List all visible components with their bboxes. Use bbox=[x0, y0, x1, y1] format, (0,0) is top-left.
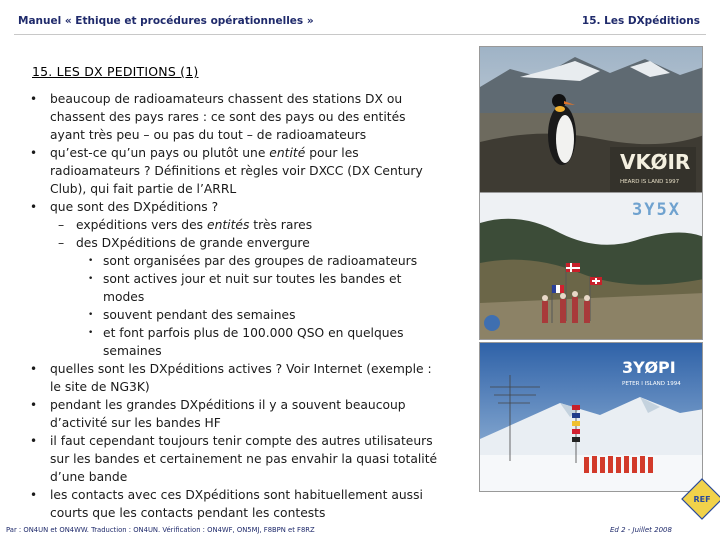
qsl-card-vk0ir bbox=[479, 46, 703, 194]
list-item bbox=[30, 486, 440, 522]
qsl-card-3y5x bbox=[479, 192, 703, 340]
list-item-text: pendant les grandes DXpéditions il y a souvent beaucoup d’activité sur les bandes HF bbox=[50, 398, 406, 430]
ref-logo-badge bbox=[681, 478, 720, 520]
antarctic-photo bbox=[480, 343, 703, 492]
qsl-callsign-vk0ir: VKØIR bbox=[620, 150, 691, 174]
list-item-text: qu’est-ce qu’un pays ou plutôt une bbox=[50, 146, 270, 160]
list-item-text: des DXpéditions de grande envergure bbox=[76, 236, 310, 250]
list-item-text: beaucoup de radioamateurs chassent des stations DX ou chassent des pays rares : ce sont des pays ou des entités ayant très peu – ou pas du tout – de radioamateurs bbox=[50, 92, 406, 142]
list-subsubitem bbox=[30, 252, 440, 270]
list-subsubitem bbox=[30, 270, 440, 306]
list-item-emphasis: entité bbox=[269, 146, 306, 160]
list-item bbox=[30, 198, 440, 216]
list-item bbox=[30, 396, 440, 432]
header-manual-title: Manuel « Ethique et procédures opérationnelles » bbox=[18, 15, 314, 27]
list-item-text: sont actives jour et nuit sur toutes les bandes et modes bbox=[103, 272, 402, 304]
list-item-text: il faut cependant toujours tenir compte des autres utilisateurs sur les bandes et certainement ne pas envahir la quasi totalité d’une bande bbox=[50, 434, 438, 484]
list-subitem bbox=[30, 234, 440, 252]
list-item bbox=[30, 360, 440, 396]
ref-logo-icon bbox=[681, 478, 720, 520]
list-item-text: les contacts avec ces DXpéditions sont habituellement aussi courts que les contacts pendant les contests bbox=[50, 488, 423, 520]
list-subitem bbox=[30, 216, 440, 234]
list-item-text: très rares bbox=[249, 218, 313, 232]
expedition-photo bbox=[480, 193, 703, 340]
logo-icon bbox=[484, 315, 500, 331]
footer-credits: Par : ON4UN et ON4WW. Traduction : ON4UN. Vérification : ON4WF, ON5MJ, F8BPN et F8RZ bbox=[6, 526, 315, 534]
list-item-text: expéditions vers des bbox=[76, 218, 207, 232]
list-item-text: souvent pendant des semaines bbox=[103, 308, 296, 322]
list-subsubitem bbox=[30, 306, 440, 324]
list-item-emphasis: entités bbox=[207, 218, 250, 232]
qsl-callsign-3y0pi: 3YØPI bbox=[622, 358, 676, 377]
header-chapter-title: 15. Les DXpéditions bbox=[581, 15, 700, 27]
bullet-list bbox=[30, 90, 440, 522]
footer-edition: Ed 2 - Juillet 2008 bbox=[610, 526, 672, 534]
list-subsubitem bbox=[30, 324, 440, 360]
list-item-text: sont organisées par des groupes de radioamateurs bbox=[103, 254, 418, 268]
qsl-callsign-3y5x: 3Y5X bbox=[632, 200, 681, 220]
france-flag-icon bbox=[552, 285, 556, 293]
qsl-card-3y0pi bbox=[479, 342, 703, 492]
list-item bbox=[30, 144, 440, 198]
list-item-text: pour les radioamateurs ? Définitions et règles voir DXCC (DX Century Club), qui fait partie de l’ARRL bbox=[50, 146, 423, 196]
qsl-subtitle-vk0ir: HEARD IS LAND 1997 bbox=[620, 179, 680, 185]
list-item bbox=[30, 432, 440, 486]
qsl-subtitle-3y0pi: PETER I ISLAND 1994 bbox=[622, 381, 681, 387]
penguin-photo bbox=[480, 47, 703, 194]
slide-title: 15. LES DX PEDITIONS (1) bbox=[32, 64, 199, 79]
list-item bbox=[30, 90, 440, 144]
list-item-text: que sont des DXpéditions ? bbox=[50, 200, 219, 214]
header-divider bbox=[14, 34, 706, 35]
list-item-text: quelles sont les DXpéditions actives ? Voir Internet (exemple : le site de NG3K) bbox=[50, 362, 432, 394]
list-item-text: et font parfois plus de 100.000 QSO en quelques semaines bbox=[103, 326, 404, 358]
ref-logo-label: REF bbox=[693, 495, 711, 504]
